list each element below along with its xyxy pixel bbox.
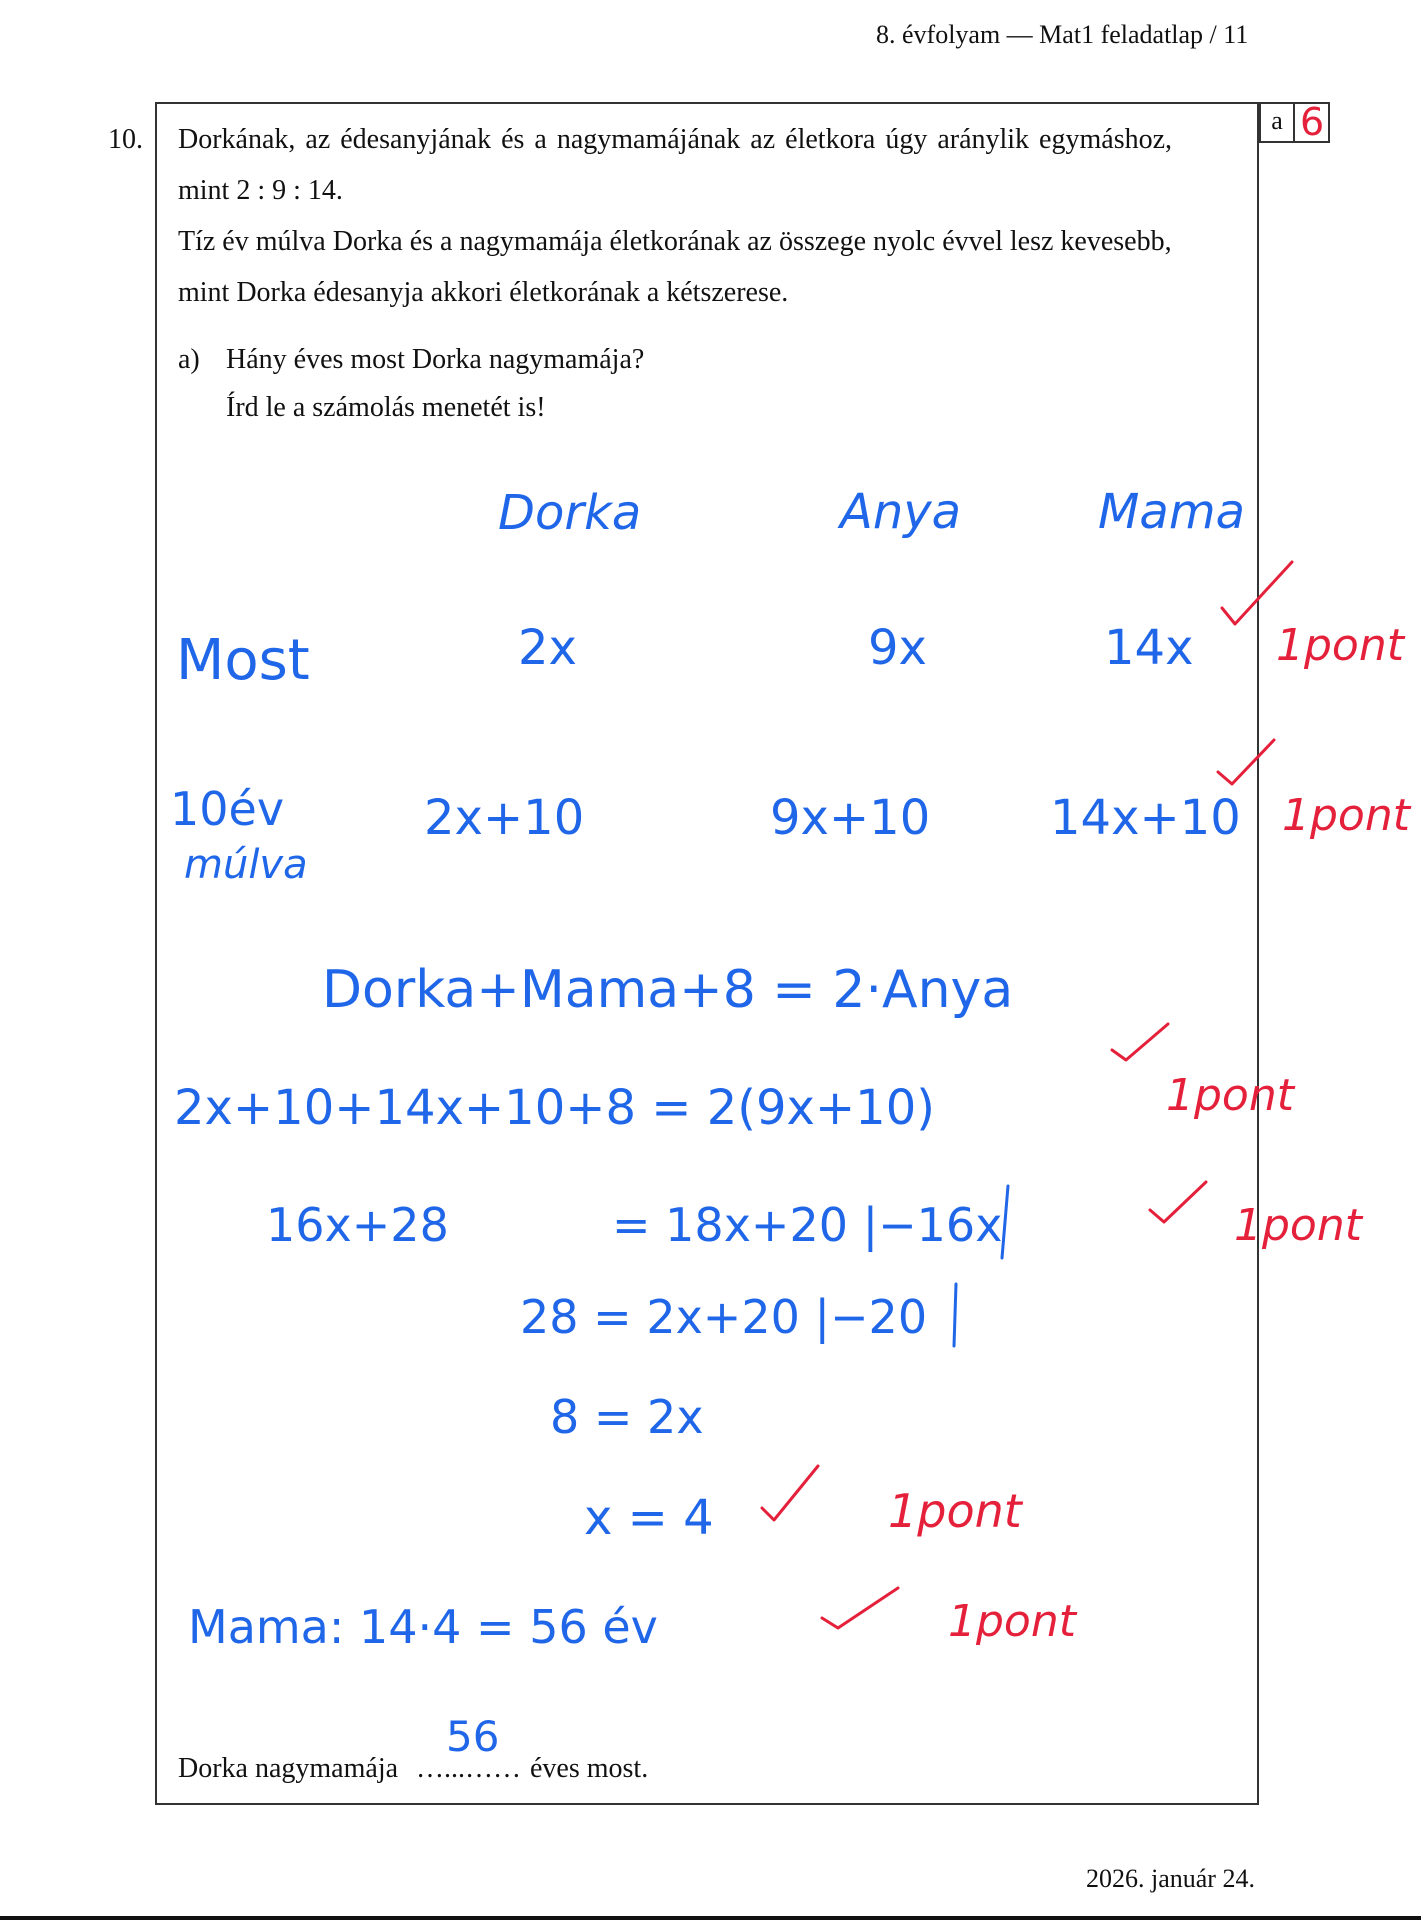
task-text-line-4: mint Dorka édesanyja akkori életkorának a kétszerese. <box>178 277 789 308</box>
check-mark-icon <box>762 1466 818 1520</box>
answer-dots: …...…… <box>416 1753 521 1784</box>
subtask-label: a) <box>178 344 200 375</box>
now-anya: 9x <box>868 620 927 676</box>
divider-stroke <box>954 1284 956 1346</box>
task-text-line-3: Tíz év múlva Dorka és a nagymamája életkorának az összege nyolc évvel lesz kevesebb, <box>178 226 1172 257</box>
row-label-later-1: 10év <box>170 782 285 836</box>
equation-2-left: 16x+28 <box>266 1198 449 1252</box>
later-anya: 9x+10 <box>770 790 931 846</box>
divider-stroke <box>1002 1186 1008 1258</box>
score-letter: a <box>1259 102 1294 143</box>
column-header-mama: Mama <box>1098 484 1245 540</box>
check-mark-icon <box>822 1588 898 1628</box>
column-header-dorka: Dorka <box>498 485 642 541</box>
subtask-instruction: Írd le a számolás menetét is! <box>226 392 546 423</box>
point-row-most: 1pont <box>1276 620 1404 671</box>
later-dorka: 2x+10 <box>424 790 585 846</box>
row-label-later-2: múlva <box>184 842 308 888</box>
point-row-later: 1pont <box>1282 790 1410 841</box>
check-mark-icon <box>1112 1024 1168 1060</box>
equation-1: 2x+10+14x+10+8 = 2(9x+10) <box>174 1080 935 1136</box>
answer-value: 56 <box>446 1712 500 1761</box>
point-equation-2: 1pont <box>1234 1200 1362 1251</box>
answer-prefix: Dorka nagymamája <box>178 1753 399 1784</box>
now-dorka: 2x <box>518 620 577 676</box>
equation-words: Dorka+Mama+8 = 2·Anya <box>322 960 1014 1020</box>
point-final: 1pont <box>948 1596 1076 1647</box>
point-equation-5: 1pont <box>888 1484 1022 1538</box>
point-equation-1: 1pont <box>1166 1070 1294 1121</box>
page-bottom-rule <box>0 1916 1421 1920</box>
task-number: 10. <box>108 124 143 155</box>
later-mama: 14x+10 <box>1050 790 1241 846</box>
task-text-line-1: Dorkának, az édesanyjának és a nagymamájának az életkora úgy aránylik egymáshoz, <box>178 124 1173 155</box>
check-mark-icon <box>1218 740 1274 784</box>
equation-5: x = 4 <box>584 1490 714 1546</box>
now-mama: 14x <box>1104 620 1194 676</box>
footer-date: 2026. január 24. <box>1086 1864 1255 1893</box>
answer-suffix: éves most. <box>530 1753 649 1784</box>
page-header: 8. évfolyam — Mat1 feladatlap / 11 <box>876 20 1249 49</box>
subtask-question: Hány éves most Dorka nagymamája? <box>226 344 645 375</box>
column-header-anya: Anya <box>840 484 962 540</box>
equation-3: 28 = 2x+20 |−20 <box>520 1290 928 1344</box>
task-text-line-2: mint 2 : 9 : 14. <box>178 175 343 206</box>
check-mark-icon <box>1150 1182 1206 1222</box>
row-label-most: Most <box>176 628 310 693</box>
equation-2-right: = 18x+20 |−16x <box>612 1198 1003 1252</box>
check-mark-icon <box>1222 562 1292 624</box>
score-value: 6 <box>1300 100 1325 144</box>
final-computation: Mama: 14·4 = 56 év <box>188 1600 658 1654</box>
equation-4: 8 = 2x <box>550 1390 704 1444</box>
